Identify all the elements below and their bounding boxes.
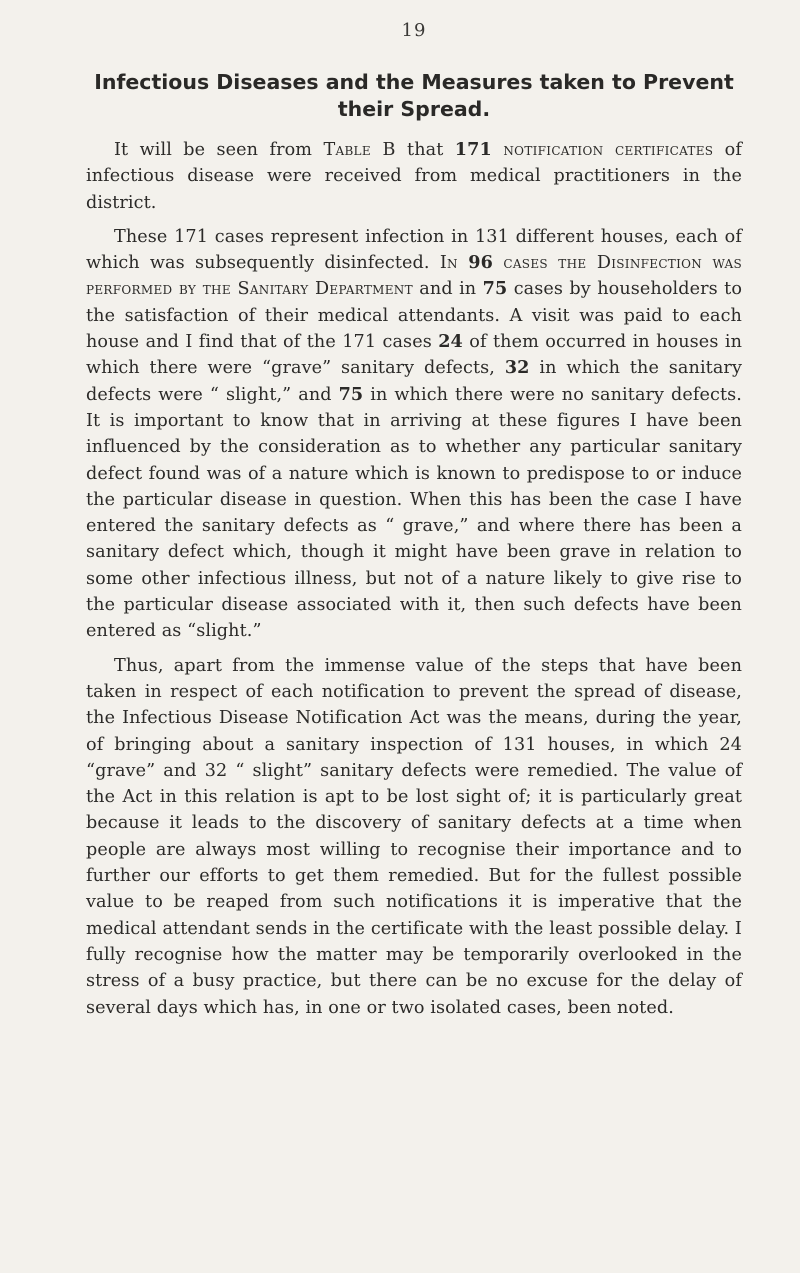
p2-small-caps-lead: In <box>439 253 469 274</box>
page-number: 19 <box>401 20 427 41</box>
p2-sanitary-dept-count: 96 <box>468 252 493 274</box>
p2-text-6: in which there were no sanitary defects. It is important to know that in arriving at these figures I have been influenced by the consideration as to whether any particular sanitary defect found was of a nature which is known to predispose to or induce the particular disease in question. When this has been the case I have entered the sanitary defects as “ grave,” and where there has been a sanitary defect which, though it might have been grave in relation to some other infectious illness, but not of a nature likely to give rise to the particular disease associated with it, then such defects have been entered as “slight.” <box>86 384 742 642</box>
p1-text-1: It will be seen from <box>114 140 324 160</box>
p2-text-4: of them occurred in houses in which there were “grave” sanitary defects, <box>86 332 742 379</box>
p2-householder-count: 75 <box>482 278 508 300</box>
p2-text-1: These 171 cases represent infection in 131 different houses, each of which was subsequently disinfected. <box>86 226 742 274</box>
p1-certificate-count: 171 <box>454 139 492 160</box>
p1-text-2: that <box>395 140 455 160</box>
p2-grave-count: 24 <box>438 331 463 353</box>
p2-slight-count: 32 <box>504 357 530 379</box>
p1-small-caps-term: notification certificates <box>491 140 714 160</box>
p2-text-2: and in <box>412 279 483 300</box>
p2-no-defect-count: 75 <box>338 383 364 405</box>
paragraph-notification-certificates <box>86 137 742 216</box>
p1-table-reference: Table B <box>323 140 396 160</box>
p1-text-3: of infectious disease were received from medical practitioners in the district. <box>86 140 742 213</box>
p2-small-caps-term: cases the Disinfection was performed by the Sanitary Department <box>86 253 743 300</box>
paragraph-disinfection-and-defects <box>86 224 742 645</box>
paragraph-value-of-act: Thus, apart from the immense value of the steps that have been taken in respect of each notification to prevent the spread of disease, the Infectious Disease Notification Act was the means, during the year, of bringing about a sanitary inspection of 131 houses, in which 24 “grave” and 32 “ slight” sanitary defects were remedied. The value of the Act in this relation is apt to be lost sight of; it is particularly great because it leads to the discovery of sanitary defects at a time when people are always most willing to recognise their importance and to further our efforts to get them remedied. But for the fullest possible value to be reaped from such notifications it is imperative that the medical attendant sends in the certificate with the least possible delay. I fully recognise how the matter may be temporarily overlooked in the stress of a busy practice, but there can be no excuse for the delay of several days which has, in one or two isolated cases, been noted. <box>86 655 742 1018</box>
p2-text-3: cases by householders to the satisfaction of their medical attendants. A visit was paid to each house and I find that of the 171 cases <box>86 279 743 353</box>
document-page <box>86 20 742 1260</box>
p2-text-5: in which the sanitary defects were “ slight,” and <box>86 358 742 405</box>
section-heading: Infectious Diseases and the Measures taken to Prevent their Spread. <box>94 70 734 121</box>
